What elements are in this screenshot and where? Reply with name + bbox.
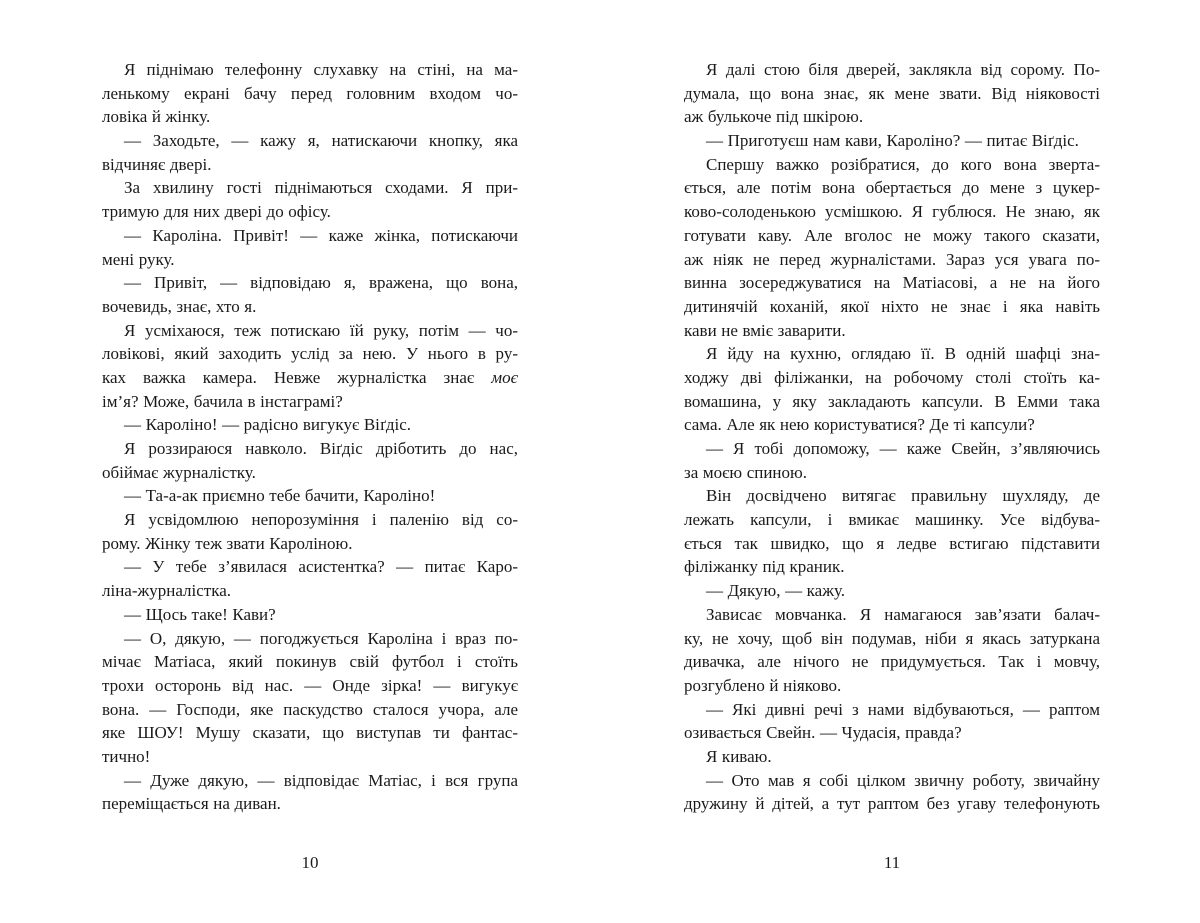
text-line: вочевидь, знає, хто я.	[102, 296, 257, 316]
text-line: тично!	[102, 746, 151, 766]
text-line: філіжанку під краник.	[684, 557, 845, 577]
text-line: винна зосереджуватися на Матіасові, а не на його	[684, 273, 1100, 293]
text-line: — Кароліна. Привіт! — каже жінка, потискаючи	[124, 225, 518, 245]
text-line: аж ніяк не перед журналістами. Зараз уся увага по-	[684, 249, 1100, 269]
text-line: ється так швидко, що я ледве встигаю підставити	[684, 533, 1100, 553]
page-right-text	[684, 58, 1100, 816]
text-line: ім’я? Може, бачила в інстаграмі?	[102, 391, 343, 411]
text-line: Я усвідомлюю непорозуміння і паленію від со-	[124, 510, 518, 530]
text-line: — Я тобі допоможу, — каже Свейн, з’являючись	[706, 439, 1100, 458]
text-line: Спершу важко розібратися, до кого вона зверта-	[706, 154, 1100, 174]
text-line: ках важка камера. Невже журналістка знає моє	[102, 367, 518, 387]
text-line: Я йду на кухню, оглядаю її. В одній шафці зна-	[706, 344, 1100, 364]
text-line: За хвилину гості піднімаються сходами. Я при-	[124, 178, 518, 198]
text-line: ловікові, який заходить услід за нею. У нього в ру-	[102, 344, 518, 364]
text-line: вомашина, у яку закладають капсули. В Емми така	[684, 391, 1100, 411]
text-line: переміщається на диван.	[102, 794, 281, 814]
text-line: за моєю спиною.	[684, 462, 807, 482]
text-line: — Щось таке! Кави?	[124, 604, 276, 624]
text-line: — Заходьте, — кажу я, натискаючи кнопку, яка	[124, 131, 518, 151]
text-line: трохи осторонь від нас. — Онде зірка! — вигукує	[102, 675, 518, 695]
text-line: Він досвідчено витягає правильну шухляду, де	[706, 486, 1100, 506]
text-line: Я роззираюся навколо. Віґдіс дріботить до нас,	[124, 439, 518, 458]
text-line: — У тебе з’явилася асистентка? — питає Каро-	[124, 557, 518, 577]
text-line: сама. Але як нею користуватися? Де ті капсули?	[684, 415, 1035, 435]
text-line: — Кароліно! — радісно вигукує Віґдіс.	[124, 415, 412, 435]
text-line: — Привіт, — відповідаю я, вражена, що вона,	[124, 273, 518, 293]
text-line: мені руку.	[102, 249, 175, 269]
text-line: думала, що вона знає, як мене звати. Від ніяковості	[684, 83, 1100, 103]
page-left-text	[102, 58, 518, 816]
text-line: — Ото мав я собі цілком звичну роботу, звичайну	[706, 770, 1100, 790]
text-line: Я киваю.	[706, 746, 772, 766]
text-line: відчиняє двері.	[102, 154, 212, 174]
text-line: дитинячій коханій, якої ніхто не знає і яка навіть	[684, 296, 1100, 316]
text-line: ку, не хочу, щоб він подумав, ніби я якась затуркана	[684, 628, 1100, 648]
text-line: розгублено й ніяково.	[684, 675, 842, 695]
page-number-right: 11	[883, 853, 901, 872]
text-line: — Та-а-ак приємно тебе бачити, Кароліно!	[124, 486, 436, 506]
text-line: мічає Матіаса, який покинув свій футбол і стоїть	[102, 652, 518, 672]
text-line: кави не вміє заварити.	[684, 320, 846, 340]
text-line: — О, дякую, — погоджується Кароліна і враз по-	[124, 628, 518, 648]
text-line: — Приготуєш нам кави, Кароліно? — питає Віґдіс.	[706, 131, 1079, 151]
text-line: — Дякую, — кажу.	[706, 581, 845, 601]
text-line: ловіка й жінку.	[102, 107, 211, 127]
text-line: аж булькоче під шкірою.	[684, 107, 864, 127]
text-line: лежать капсули, і вмикає машинку. Усе відбува-	[684, 510, 1100, 530]
text-line: дружину й дітей, а тут раптом без угаву телефонують	[684, 794, 1100, 814]
text-line: ється, але потім вона обертається до мене з цукер-	[684, 178, 1100, 198]
page-number-left: 10	[301, 853, 319, 872]
text-line: ленькому екрані бачу перед головним входом чо-	[102, 83, 518, 103]
text-line: Зависає мовчанка. Я намагаюся зав’язати балач-	[706, 604, 1100, 624]
text-line: Я піднімаю телефонну слухавку на стіні, на ма-	[124, 60, 518, 79]
text-line: Я усміхаюся, теж потискаю їй руку, потім — чо-	[124, 320, 518, 340]
text-line: ково-солоденькою усмішкою. Я гублюся. Не знаю, як	[684, 202, 1100, 222]
text-line: Я далі стою біля дверей, заклякла від сорому. По-	[706, 60, 1100, 79]
text-line: яке ШОУ! Мушу сказати, що виступав ти фантас-	[102, 723, 518, 743]
text-line: вона. — Господи, яке паскудство сталося учора, але	[102, 699, 518, 719]
text-line: ліна-журналістка.	[102, 581, 232, 601]
text-line: рому. Жінку теж звати Кароліною.	[102, 533, 353, 553]
text-line: обіймає журналістку.	[102, 462, 256, 482]
text-line: озивається Свейн. — Чудасія, правда?	[684, 723, 962, 743]
text-line: — Дуже дякую, — відповідає Матіас, і вся група	[124, 770, 518, 790]
text-line: — Які дивні речі з нами відбуваються, — раптом	[706, 699, 1100, 719]
text-line: ходжу дві філіжанки, на робочому столі стоїть ка-	[684, 367, 1100, 387]
text-line: тримую для них двері до офісу.	[102, 202, 331, 222]
text-line: дивачка, але нічого не придумується. Так і мовчу,	[684, 652, 1100, 672]
text-line: готувати каву. Але вголос не можу такого сказати,	[684, 225, 1100, 245]
